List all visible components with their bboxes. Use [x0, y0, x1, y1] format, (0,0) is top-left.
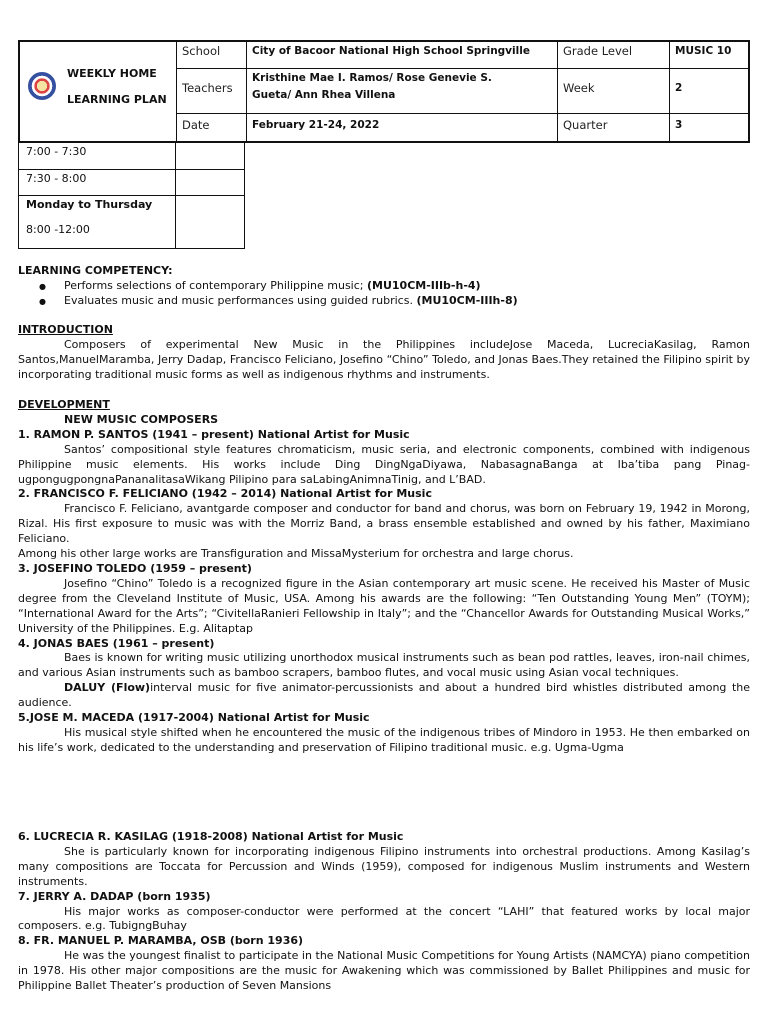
quarter-label: Quarter [563, 118, 608, 132]
schedule-row-2: 7:30 - 8:00 [26, 172, 87, 185]
composer-7-text: His major works as composer-conductor were performed at the concert “LAHI” that featured works by local major composers. e.g. TubigngBuhay [18, 904, 750, 933]
plan-title-line1: WEEKLY HOME [67, 67, 157, 80]
plan-title-line2: LEARNING PLAN [67, 93, 167, 106]
schedule-row-3-time: 8:00 -12:00 [26, 223, 90, 236]
schedule-table [18, 143, 245, 249]
quarter-value: 3 [675, 119, 683, 131]
composer-6-text: She is particularly known for incorporating indigenous Filipino instruments into orchestral productions. Among Kasilag’s many compositions are Toccata for Percussion and Winds (1959), composed for indigenous Muslim instruments and Western instruments. [18, 844, 750, 888]
deped-seal-icon [28, 72, 56, 100]
composer-6-heading: 6. LUCRECIA R. KASILAG (1918-2008) National Artist for Music [18, 830, 404, 843]
composer-1-heading: 1. RAMON P. SANTOS (1941 – present) National Artist for Music [18, 427, 410, 441]
composer-2-text: Francisco F. Feliciano, avantgarde composer and conductor for band and chorus, was born on February 19, 1942 in Morong, Rizal. His first exposure to music was with the Morriz Band, a brass ensemble established and owned by his father, Maximiano Feliciano. [18, 502, 750, 546]
composer-7-heading: 7. JERRY A. DADAP (born 1935) [18, 889, 211, 903]
header-table [18, 40, 750, 143]
composer-1-text: Santos’ compositional style features chromaticism, music seria, and electronic components, combined with indigenous Philippine music elements. His works include Ding DingNgaDiyawa, NabasagnaBanga at Iba’tiba pang Pinag-ugpongugpongnaPananalitasaWikang Pilipino para saLabingAnimnaTinig, and L’BAD. [18, 442, 750, 486]
composer-2-text-extra: Among his other large works are Transfiguration and MissaMysterium for orchestra and large chorus. [18, 547, 574, 561]
school-value: City of Bacoor National High School Springville [252, 45, 530, 57]
grade-level-value: MUSIC 10 [675, 45, 732, 57]
development-subheading: NEW MUSIC COMPOSERS [64, 412, 219, 426]
week-value: 2 [675, 82, 683, 94]
composer-4-daluy: DALUY (Flow)interval music for five animator-percussionists and about a hundred bird whistles distributed among the audience. [18, 681, 750, 710]
composer-4-text: Baes is known for writing music utilizing unorthodox musical instruments such as bean pod rattles, leaves, iron-nail chimes, and various Asian instruments such as bamboo scrapers, bamboo flutes, and vocal music using Asian vocal techniques. [18, 651, 750, 680]
teachers-label: Teachers [182, 81, 233, 95]
week-label: Week [563, 81, 595, 95]
composer-2-heading: 2. FRANCISCO F. FELICIANO (1942 – 2014) National Artist for Music [18, 487, 432, 501]
competency-heading: LEARNING COMPETENCY: [18, 264, 173, 277]
composer-5-heading: 5.JOSE M. MACEDA (1917-2004) National Artist for Music [18, 711, 370, 725]
schedule-row-3-title: Monday to Thursday [26, 198, 153, 211]
introduction-section [18, 323, 750, 383]
development-section-continued [18, 830, 750, 994]
introduction-heading: INTRODUCTION [18, 323, 113, 336]
grade-level-label: Grade Level [563, 44, 633, 58]
composer-8-heading: 8. FR. MANUEL P. MARAMBA, OSB (born 1936) [18, 934, 304, 948]
schedule-row-1: 7:00 - 7:30 [26, 145, 87, 158]
development-heading: DEVELOPMENT [18, 398, 110, 411]
competency-item: ● Evaluates music and music performances using guided rubrics. (MU10CM-IIIh-8) [18, 294, 750, 309]
learning-competency-section [18, 264, 750, 309]
composer-3-heading: 3. JOSEFINO TOLEDO (1959 – present) [18, 561, 252, 575]
school-label: School [182, 44, 221, 58]
composer-8-text: He was the youngest finalist to participate in the National Music Competitions for Young Artists (NAMCYA) piano competition in 1978. His other major compositions are the music for Awakening which was commissioned by Ballet Philippines and music for Philippine Ballet Theater’s production of Seven Mansions [18, 949, 750, 993]
teachers-value-line2: Gueta/ Ann Rhea Villena [252, 89, 396, 101]
date-label: Date [182, 118, 210, 132]
logo-cell [20, 42, 177, 141]
development-section [18, 398, 750, 756]
date-value: February 21-24, 2022 [252, 119, 380, 131]
composer-3-text: Josefino “Chino” Toledo is a recognized figure in the Asian contemporary art music scene. He received his Master of Music degree from the Cleveland Institute of Music, USA. Among his awards are the following: “Ten Outstanding Young Men” (TOYM); “International Award for the Arts”; “CivitellaRanieri Fellowship in Italy”; and the “Chancellor Awards for Outstanding Musical Works,” University of the Philippines. E.g. Alitaptap [18, 576, 750, 635]
teachers-value-line1: Kristhine Mae I. Ramos/ Rose Genevie S. [252, 72, 492, 84]
introduction-text: Composers of experimental New Music in the Philippines includeJose Maceda, LucreciaKasilag, Ramon Santos,ManuelMaramba, Jerry Dadap, Francisco Feliciano, Josefino “Chino” Toledo, and Jonas Baes.They retained the Filipino spirit by incorporating traditional music forms as well as indigenous rhythms and instruments. [18, 337, 750, 381]
composer-4-heading: 4. JONAS BAES (1961 – present) [18, 636, 215, 650]
competency-item: ● Performs selections of contemporary Philippine music; (MU10CM-IIIb-h-4) [18, 279, 750, 294]
composer-5-text: His musical style shifted when he encountered the music of the indigenous tribes of Mindoro in 1953. He then embarked on his life’s work, dedicated to the understanding and preservation of Filipino traditional music. e.g. Ugma-Ugma [18, 725, 750, 754]
